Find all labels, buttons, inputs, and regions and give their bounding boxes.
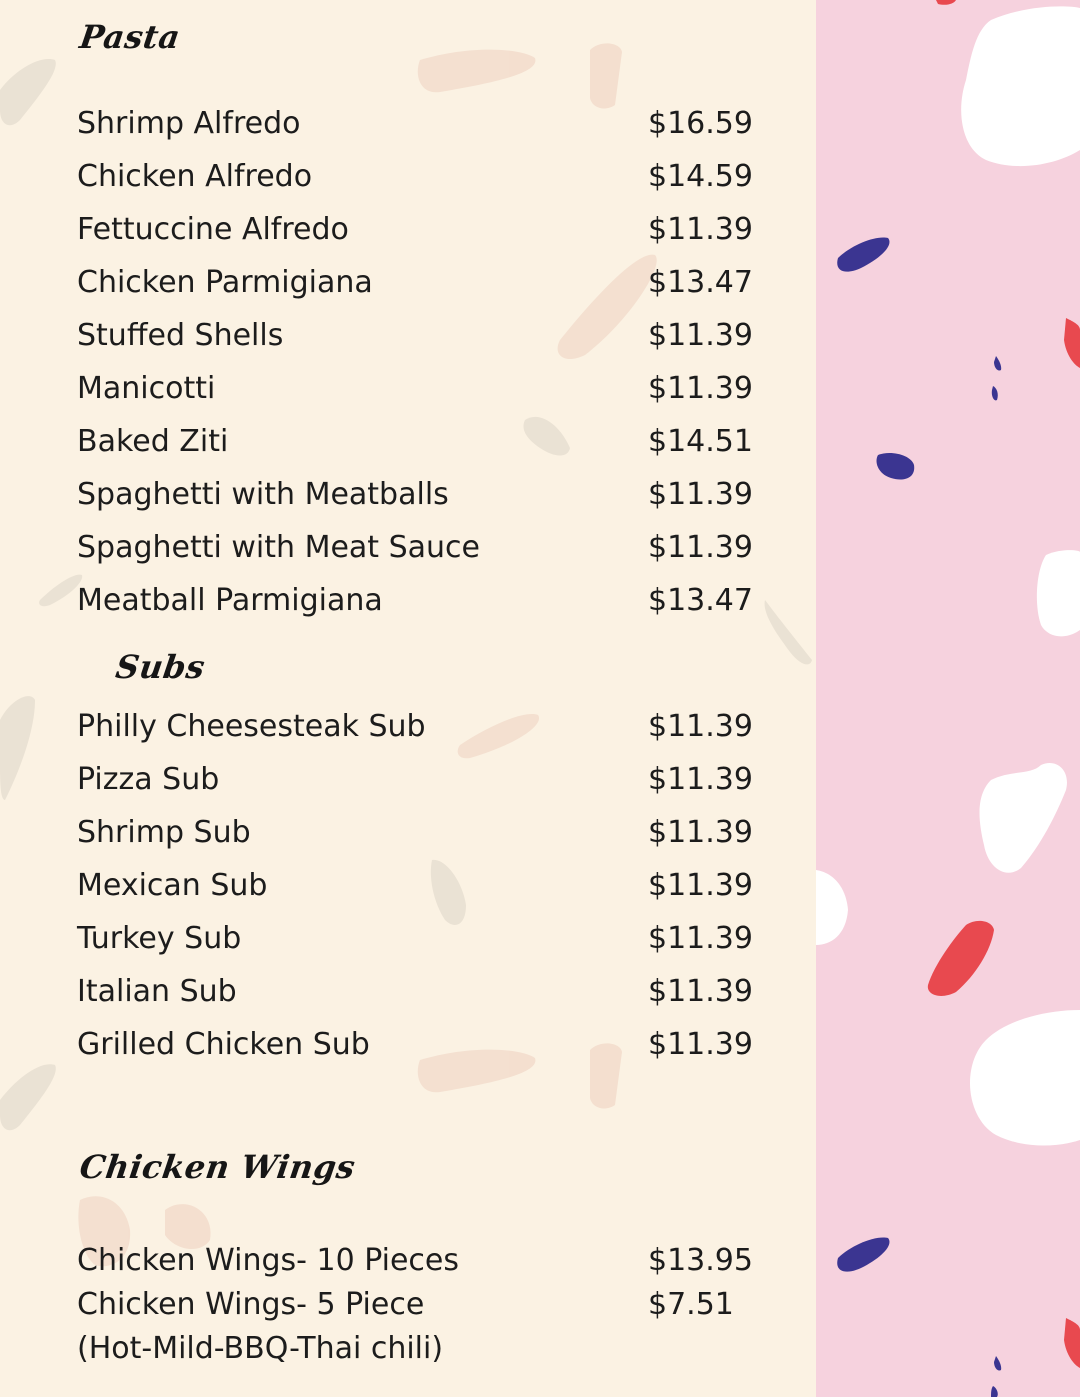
menu-item-name: Mexican Sub [77, 868, 268, 903]
menu-item-name: Grilled Chicken Sub [77, 1027, 370, 1062]
menu-item-name: Manicotti [77, 371, 216, 406]
menu-item [77, 813, 757, 853]
menu-item-name: Stuffed Shells [77, 318, 284, 353]
menu-item [77, 1241, 757, 1281]
menu-item-price: $7.51 [648, 1287, 734, 1322]
menu-item-name: Shrimp Sub [77, 815, 251, 850]
menu-item-name: Philly Cheesesteak Sub [77, 709, 426, 744]
menu-item-price: $11.39 [648, 371, 753, 406]
decorative-side-panel [816, 0, 1080, 1397]
section-title-pasta: Pasta [77, 18, 183, 56]
menu-item [77, 919, 757, 959]
menu-item [77, 422, 757, 462]
menu-item-price: $11.39 [648, 815, 753, 850]
menu-item-name: Chicken Wings- 5 Piece [77, 1287, 425, 1322]
menu-item-name: Pizza Sub [77, 762, 220, 797]
menu-item-name: Turkey Sub [77, 921, 242, 956]
menu-item-price: $16.59 [648, 106, 753, 141]
menu-item-name: Shrimp Alfredo [77, 106, 301, 141]
menu-item-price: $14.51 [648, 424, 753, 459]
menu-item-price: $11.39 [648, 762, 753, 797]
menu-item [77, 866, 757, 906]
menu-item [77, 528, 757, 568]
menu-item-price: $11.39 [648, 921, 753, 956]
menu-item [77, 1285, 757, 1325]
menu-item-name: Meatball Parmigiana [77, 583, 383, 618]
menu-item-name: Spaghetti with Meatballs [77, 477, 449, 512]
menu-item [77, 707, 757, 747]
menu-item-price: $11.39 [648, 709, 753, 744]
section-title-subs: Subs [113, 648, 208, 686]
menu-item-price: $13.47 [648, 265, 753, 300]
menu-item-price: $13.47 [648, 583, 753, 618]
menu-item-price: $13.95 [648, 1243, 753, 1278]
menu-item-name: Fettuccine Alfredo [77, 212, 349, 247]
menu-item [77, 972, 757, 1012]
menu-item-price: $14.59 [648, 159, 753, 194]
menu-item [77, 316, 757, 356]
section-title-chicken-wings: Chicken Wings [77, 1148, 358, 1186]
menu-item [77, 1025, 757, 1065]
sauce-options-note: (Hot-Mild-BBQ-Thai chili) [77, 1331, 444, 1366]
confetti-decoration [816, 0, 1080, 1397]
menu-item [77, 157, 757, 197]
menu-item-name: Chicken Parmigiana [77, 265, 373, 300]
menu-item [77, 263, 757, 303]
menu-item [77, 104, 757, 144]
menu-item-price: $11.39 [648, 974, 753, 1009]
menu-item-price: $11.39 [648, 212, 753, 247]
menu-item-price: $11.39 [648, 1027, 753, 1062]
menu-item-name: Chicken Alfredo [77, 159, 313, 194]
menu-item-name: Chicken Wings- 10 Pieces [77, 1243, 460, 1278]
menu-item-name: Spaghetti with Meat Sauce [77, 530, 480, 565]
menu-item-name: Italian Sub [77, 974, 237, 1009]
menu-item-price: $11.39 [648, 318, 753, 353]
menu-item [77, 760, 757, 800]
menu-item [77, 369, 757, 409]
menu-item [77, 210, 757, 250]
menu-item-price: $11.39 [648, 868, 753, 903]
menu-item-price: $11.39 [648, 477, 753, 512]
menu-item [77, 475, 757, 515]
menu-item-price: $11.39 [648, 530, 753, 565]
menu-item [77, 581, 757, 621]
menu-item-name: Baked Ziti [77, 424, 229, 459]
